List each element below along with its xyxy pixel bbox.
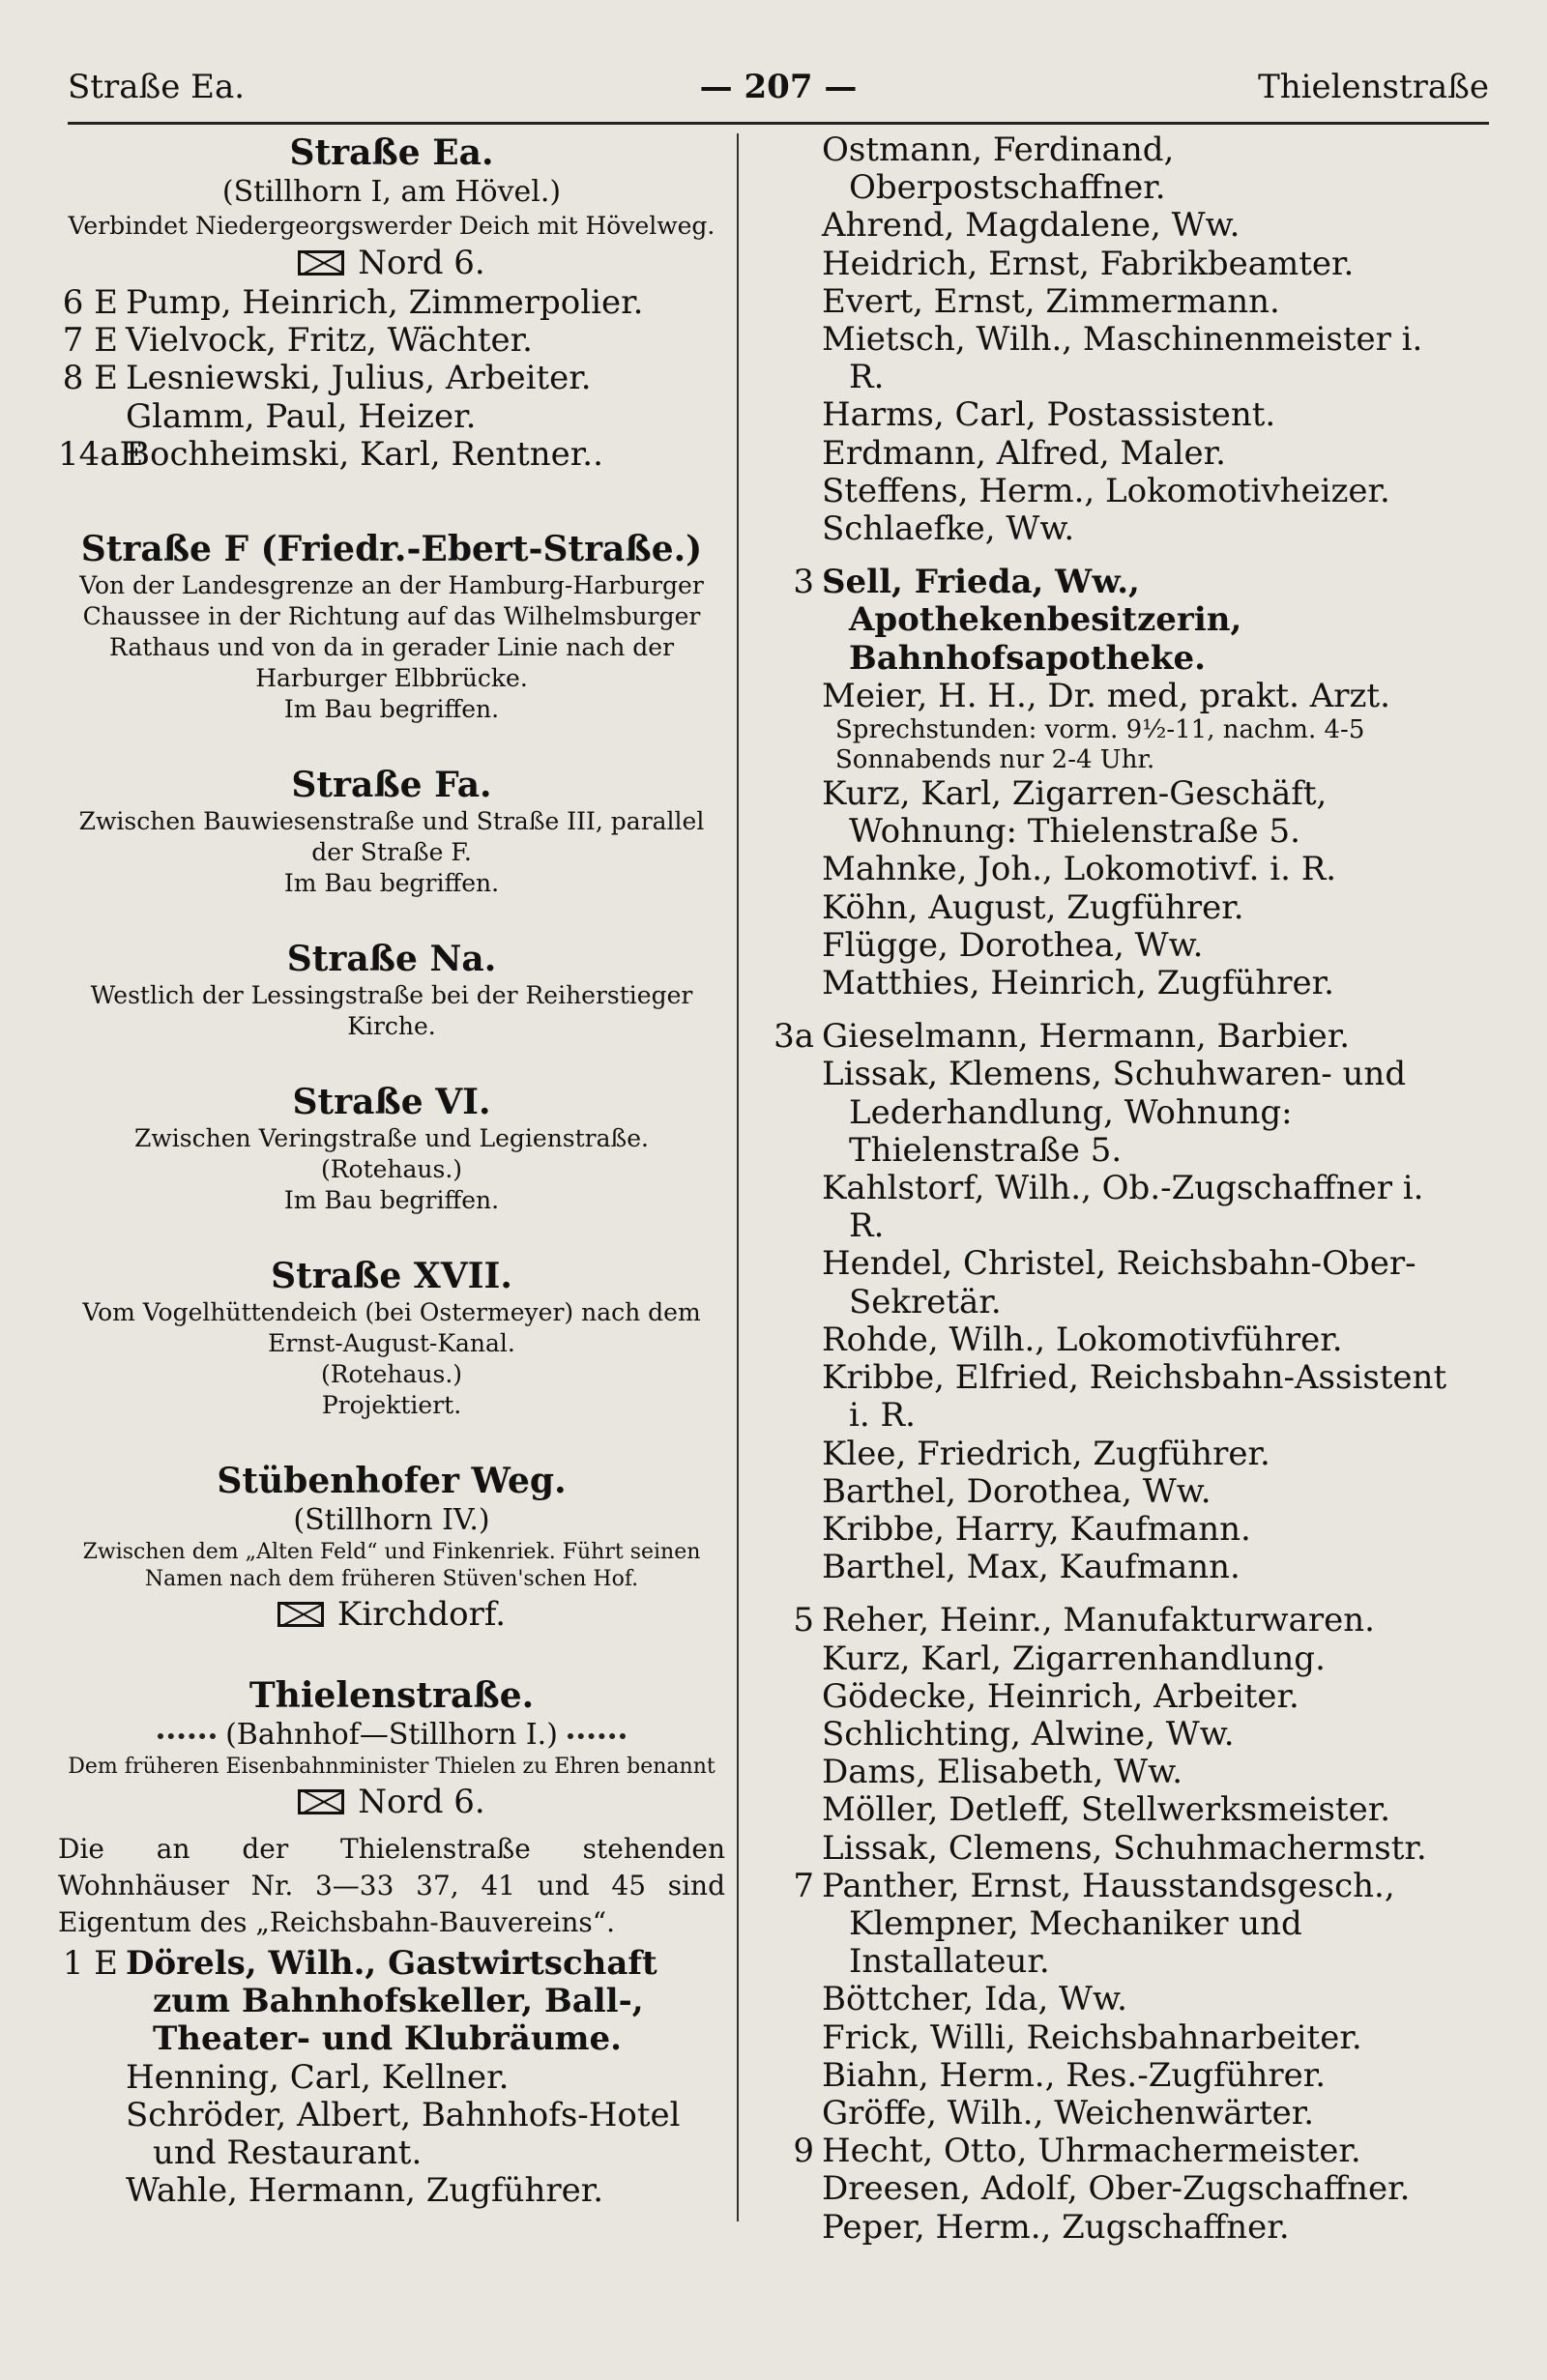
resident-text: Dreesen, Adolf, Ober-Zugschaffner. — [822, 2169, 1411, 2209]
street-description: Vom Vogelhüttendeich (bei Ostermeyer) nach dem Ernst-August-Kanal. — [82, 1298, 701, 1358]
resident-entry — [754, 2019, 1460, 2057]
resident-text: Panther, Ernst, Hausstandsgesch., Klempner, Mechaniker und Installateur. — [822, 1866, 1395, 1982]
street-status: Im Bau begriffen. — [283, 869, 500, 898]
resident-text: Gieselmann, Hermann, Barbier. — [822, 1017, 1351, 1057]
resident-text: Heidrich, Ernst, Fabrikbeamter. — [822, 244, 1355, 283]
street-title: Straße Fa. — [291, 765, 492, 806]
resident-text: Hendel, Christel, Reichsbahn-Ober-Sekretär. — [822, 1244, 1416, 1321]
resident-entry — [754, 678, 1460, 715]
resident-entry — [754, 965, 1460, 1002]
resident-text: Gödecke, Heinrich, Arbeiter. — [822, 1676, 1299, 1716]
header-right: Thielenstraße — [1258, 68, 1489, 106]
resident-text: Dams, Elisabeth, Ww. — [822, 1753, 1183, 1792]
entry-list — [58, 284, 725, 474]
resident-text: Schlichting, Alwine, Ww. — [822, 1714, 1235, 1754]
resident-text: Lissak, Clemens, Schuhmachermstr. — [822, 1828, 1427, 1868]
street-xvii — [58, 1255, 725, 1421]
resident-text: Schlaefke, Ww. — [822, 509, 1075, 549]
resident-text: Mahnke, Joh., Lokomotivf. i. R. — [822, 850, 1337, 889]
street-title: Straße VI. — [292, 1082, 491, 1123]
street-description: Von der Landesgrenze an der Hamburg-Harburger Chaussee in der Richtung auf das Wilhelmsburger Rathaus und von da in gerader Linie nach der Harburger Elbbrücke. — [79, 571, 704, 693]
resident-text: Glamm, Paul, Heizer. — [126, 396, 477, 436]
resident-text: Steffens, Herm., Lokomotivheizer. — [822, 471, 1390, 510]
street-status: Im Bau begriffen. — [283, 695, 500, 724]
page-header — [68, 68, 1489, 116]
resident-text: Ostmann, Ferdinand, Oberpostschaffner. — [822, 131, 1175, 208]
entry-list — [754, 131, 1460, 2247]
office-hours-note — [754, 715, 1460, 775]
resident-entry — [754, 435, 1460, 473]
resident-entry — [754, 1640, 1460, 1678]
house-number: 1 E — [62, 1944, 118, 1984]
house-number: 8 E — [62, 359, 118, 398]
resident-entry — [58, 284, 725, 322]
house-number: 9 — [793, 2132, 814, 2171]
resident-entry — [754, 1716, 1460, 1754]
resident-text: Reher, Heinr., Manufakturwaren. — [822, 1601, 1375, 1640]
house-number: 5 — [793, 1601, 814, 1640]
resident-text: Dörels, Wilh., Gastwirtschaft zum Bahnhofskeller, Ball-, Theater- und Klubräume. — [126, 1944, 657, 2059]
street-district: (Rotehaus.) — [320, 1155, 463, 1184]
street-description: Verbindet Niedergeorgswerder Deich mit Hövelweg. — [68, 212, 715, 240]
resident-text: Kurz, Karl, Zigarrenhandlung. — [822, 1639, 1326, 1678]
resident-text: Böttcher, Ida, Ww. — [822, 1980, 1127, 2019]
street-na — [58, 938, 725, 1042]
resident-text: Köhn, August, Zugführer. — [822, 887, 1244, 927]
resident-entry — [754, 131, 1460, 207]
resident-entry — [754, 1056, 1460, 1170]
street-f — [58, 528, 725, 725]
street-description: Zwischen Bauwiesenstraße und Straße III, parallel der Straße F. — [78, 807, 705, 867]
resident-entry — [754, 1830, 1460, 1868]
resident-text: Mietsch, Wilh., Maschinenmeister i. R. — [822, 320, 1423, 397]
street-ea — [58, 131, 725, 474]
header-rule — [68, 122, 1489, 125]
street-title: Thielenstraße. — [248, 1675, 535, 1717]
resident-text: Barthel, Max, Kaufmann. — [822, 1548, 1241, 1587]
resident-entry — [754, 2095, 1460, 2133]
resident-entry — [754, 2170, 1460, 2208]
street-status: Im Bau begriffen. — [283, 1186, 500, 1215]
resident-text: Möller, Detleff, Stellwerksmeister. — [822, 1790, 1391, 1830]
resident-entry — [58, 398, 725, 436]
resident-entry — [754, 1321, 1460, 1359]
resident-entry — [58, 2172, 725, 2210]
postal-label: Kirchdorf. — [336, 1595, 507, 1635]
resident-entry — [754, 1359, 1460, 1435]
resident-entry — [754, 246, 1460, 283]
resident-text: Hecht, Otto, Uhrmachermeister. — [822, 2132, 1361, 2171]
resident-entry — [754, 473, 1460, 510]
envelope-icon — [298, 1789, 344, 1814]
resident-entry — [754, 889, 1460, 927]
resident-entry — [754, 1473, 1460, 1511]
street-district: (Stillhorn I, am Hövel.) — [221, 175, 562, 209]
resident-text: Frick, Willi, Reichsbahnarbeiter. — [822, 2017, 1362, 2057]
resident-entry — [754, 207, 1460, 245]
resident-entry — [58, 2059, 725, 2097]
postal-label: Nord 6. — [358, 1783, 485, 1822]
resident-entry — [754, 283, 1460, 321]
resident-entry — [754, 1678, 1460, 1716]
column-divider — [737, 133, 739, 2221]
resident-text: Kahlstorf, Wilh., Ob.-Zugschaffner i. R. — [822, 1169, 1424, 1246]
resident-text: Wahle, Hermann, Zugführer. — [126, 2171, 604, 2211]
resident-text: Peper, Herm., Zugschaffner. — [822, 2207, 1290, 2247]
street-thielenstrasse — [58, 1674, 725, 2210]
resident-entry — [754, 927, 1460, 965]
resident-text: Pump, Heinrich, Zimmerpolier. — [126, 283, 644, 322]
resident-entry — [58, 322, 725, 360]
envelope-icon — [298, 250, 344, 276]
resident-entry — [754, 321, 1460, 396]
resident-text: Gröffe, Wilh., Weichenwärter. — [822, 2093, 1315, 2133]
resident-text: Kribbe, Elfried, Reichsbahn-Assistent i. R. — [822, 1358, 1447, 1436]
street-district: (Stillhorn IV.) — [293, 1503, 490, 1538]
resident-text: Flügge, Dorothea, Ww. — [822, 925, 1204, 965]
street-title: Straße XVII. — [271, 1256, 512, 1297]
resident-entry — [754, 564, 1460, 678]
resident-entry — [58, 360, 725, 397]
resident-entry — [754, 1868, 1460, 1982]
street-title: Straße Na. — [286, 939, 497, 980]
resident-text: Meier, H. H., Dr. med, prakt. Arzt. — [822, 676, 1390, 715]
resident-entry — [58, 2097, 725, 2172]
resident-entry — [58, 1945, 725, 2059]
house-number: 14aE — [58, 434, 144, 474]
entry-list — [58, 1945, 725, 2210]
resident-text: Lissak, Klemens, Schuhwaren- und Lederhandlung, Wohnung: Thielenstraße 5. — [822, 1055, 1407, 1170]
resident-text: Klee, Friedrich, Zugführer. — [822, 1434, 1270, 1473]
resident-text: Biahn, Herm., Res.-Zugführer. — [822, 2055, 1327, 2095]
street-title: Straße F (Friedr.-Ebert-Straße.) — [80, 529, 703, 570]
street-description: Zwischen dem „Alten Feld“ und Finkenriek. Führt seinen Namen nach dem früheren Stüven'schen Hof. — [82, 1540, 701, 1592]
resident-text: Kribbe, Harry, Kaufmann. — [822, 1509, 1251, 1549]
resident-entry — [754, 1791, 1460, 1829]
postal-district — [58, 242, 725, 284]
resident-entry — [754, 2209, 1460, 2247]
resident-text: Evert, Ernst, Zimmermann. — [822, 281, 1280, 321]
postal-district — [58, 1593, 725, 1636]
postal-district — [58, 1781, 725, 1823]
house-number: 6 E — [62, 283, 118, 322]
resident-entry — [754, 2057, 1460, 2095]
resident-text: Ahrend, Magdalene, Ww. — [822, 206, 1241, 246]
resident-text: Vielvock, Fritz, Wächter. — [126, 321, 533, 361]
resident-entry — [754, 1170, 1460, 1245]
street-status: Projektiert. — [321, 1391, 462, 1420]
resident-text: Kurz, Karl, Zigarren-Geschäft, Wohnung: Thielenstraße 5. — [822, 774, 1328, 852]
resident-text: Harms, Carl, Postassistent. — [822, 395, 1276, 435]
resident-entry — [754, 1245, 1460, 1321]
house-number: 3 — [793, 563, 814, 602]
street-district: (Rotehaus.) — [320, 1360, 463, 1389]
resident-text: Rohde, Wilh., Lokomotivführer. — [822, 1320, 1343, 1359]
resident-text: Erdmann, Alfred, Maler. — [822, 433, 1226, 473]
resident-text: Schröder, Albert, Bahnhofs-Hotel und Restaurant. — [126, 2095, 681, 2173]
street-vi — [58, 1081, 725, 1216]
house-number: 7 — [793, 1866, 814, 1905]
resident-entry — [754, 1018, 1460, 1056]
street-district — [58, 1717, 725, 1754]
street-description: Dem früheren Eisenbahnminister Thielen zu Ehren benannt — [68, 1755, 715, 1780]
resident-text: Lesniewski, Julius, Arbeiter. — [126, 359, 592, 398]
resident-entry — [754, 1436, 1460, 1473]
street-fa — [58, 764, 725, 899]
resident-text: Matthies, Heinrich, Zugführer. — [822, 964, 1334, 1003]
resident-entry — [754, 775, 1460, 851]
street-description: Zwischen Veringstraße und Legienstraße. — [134, 1124, 649, 1153]
street-title: Straße Ea. — [289, 132, 494, 173]
resident-entry — [754, 851, 1460, 888]
postal-label: Nord 6. — [358, 244, 485, 282]
street-description: Westlich der Lessingstraße bei der Reiherstieger Kirche. — [90, 981, 693, 1041]
house-number: 3a — [774, 1017, 814, 1057]
resident-entry — [754, 1981, 1460, 2018]
header-left: Straße Ea. — [68, 68, 246, 106]
resident-text: Henning, Carl, Kellner. — [126, 2057, 510, 2097]
resident-text: Sprechstunden: vorm. 9½-11, nachm. 4-5 Sonnabends nur 2-4 Uhr. — [835, 715, 1365, 775]
resident-entry — [754, 1754, 1460, 1791]
resident-text: Bochheimski, Karl, Rentner.. — [126, 434, 603, 474]
ornament-icon — [568, 1733, 626, 1739]
resident-entry — [754, 2133, 1460, 2170]
resident-entry — [754, 1602, 1460, 1640]
resident-entry — [754, 1511, 1460, 1549]
envelope-icon — [277, 1602, 324, 1627]
resident-entry — [754, 510, 1460, 548]
left-column — [58, 131, 725, 2220]
district-label: (Bahnhof—Stillhorn I.) — [225, 1718, 558, 1753]
street-stuebenhofer-weg — [58, 1460, 725, 1636]
resident-text: Sell, Frieda, Ww., Apothekenbesitzerin, Bahnhofsapotheke. — [822, 563, 1242, 678]
ornament-icon — [158, 1733, 216, 1739]
resident-entry — [754, 396, 1460, 434]
house-number: 7 E — [62, 321, 118, 361]
resident-entry — [58, 436, 725, 474]
ownership-notice: Die an der Thielenstraße stehenden Wohnhäuser Nr. 3—33 37, 41 und 45 sind Eigentum des „Reichsbahn-Bauvereins“. — [58, 1833, 725, 1939]
street-title: Stübenhofer Weg. — [217, 1461, 567, 1502]
page-number: — 207 — — [699, 68, 858, 106]
right-column — [754, 131, 1460, 2247]
resident-entry — [754, 1549, 1460, 1586]
resident-text: Barthel, Dorothea, Ww. — [822, 1471, 1211, 1511]
